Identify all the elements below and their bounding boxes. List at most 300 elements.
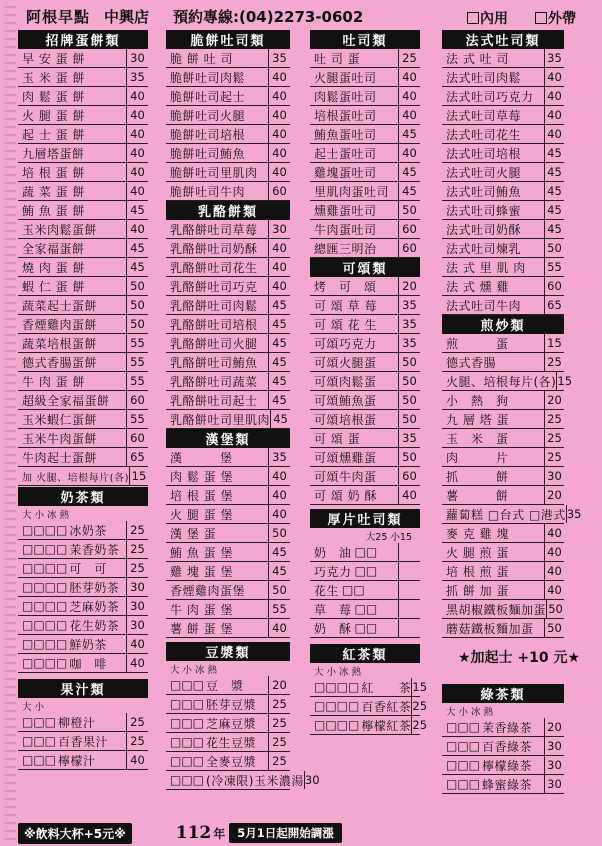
item-price: 40 [126,751,148,769]
item-name: 法式吐司草莓 [446,108,522,123]
item-price: 60 [398,467,420,485]
menu-item-row[interactable] [166,144,290,163]
menu-item-row[interactable] [310,49,420,68]
menu-column-3 [310,30,428,735]
item-name: 脆餅吐司牛肉 [170,184,246,199]
menu-item-row[interactable] [166,125,290,144]
item-price: 50 [398,410,420,428]
item-price: 40 [268,239,290,257]
menu-item-row[interactable] [166,49,290,68]
item-name: 可頌火腿蛋 [314,355,377,370]
size-hint: 大25 小15 [365,531,412,543]
item-price: 35 [566,507,582,521]
item-name: 乳酪餅吐司花生 [170,260,258,275]
menu-item-row[interactable] [18,106,148,125]
item-name: 超級全家福蛋餅 [22,393,110,408]
item-name: 乳酪餅吐司培根 [170,317,258,332]
dine-in-option[interactable] [467,8,508,28]
menu-item-row[interactable] [310,562,420,581]
menu-item-row[interactable] [310,277,420,296]
menu-item-row[interactable] [18,315,148,334]
menu-item-row[interactable] [18,713,148,732]
menu-item-row[interactable] [18,540,148,559]
item-price [398,619,420,637]
price-rise-note: 5月1日起開始調漲 [229,823,342,843]
menu-item-row[interactable] [310,163,420,182]
menu-item-row[interactable] [166,619,290,638]
menu-item-row[interactable] [442,775,564,794]
menu-item-row[interactable] [442,524,564,543]
item-price: 30 [268,220,290,238]
item-name: 德式香腸蛋餅 [22,355,98,370]
item-name: 法 式 燻 雞 [446,279,509,294]
menu-item-row[interactable] [442,619,564,638]
menu-item-row[interactable] [442,600,564,619]
menu-item-row[interactable] [442,125,564,144]
menu-item-row[interactable] [442,353,564,372]
item-name: 乳酪餅吐司鮪魚 [170,355,258,370]
menu-item-row[interactable] [442,296,564,315]
item-name: □□□ 檸檬綠茶 [442,756,544,774]
menu-item-row[interactable] [442,68,564,87]
menu-item-row[interactable] [310,678,428,697]
menu-item-row[interactable] [442,163,564,182]
menu-item-row[interactable] [166,524,290,543]
menu-item-row[interactable] [18,258,148,277]
item-name: □□□□ 紅 茶 [310,678,411,696]
item-price: 25 [544,448,564,466]
item-price: 40 [544,106,564,124]
item-price: 45 [126,258,148,276]
item-name: 培 根 蛋 餅 [22,165,85,180]
item-price: 45 [126,201,148,219]
item-name: 火 腿 蛋 餅 [22,108,85,123]
item-price: 50 [398,391,420,409]
menu-item-row[interactable] [310,125,420,144]
section-title-toast: 吐司類 [310,30,420,49]
item-price: 40 [398,486,420,504]
item-name: 牛 肉 蛋 餅 [22,374,85,389]
item-name: 玉米肉鬆蛋餅 [22,222,98,237]
menu-footer [18,823,588,843]
menu-item-row[interactable] [442,562,564,581]
item-name: 蔬菜培根蛋餅 [22,336,98,351]
menu-item-row[interactable] [18,277,148,296]
item-name: 鮪魚蛋吐司 [314,127,377,142]
item-name: 抓 餅 加 蛋 [446,583,509,598]
item-price: 50 [398,372,420,390]
item-name: 肉鬆蛋吐司 [314,89,377,104]
item-name: 烤 可 頌 [314,279,377,294]
menu-item-row[interactable] [442,277,564,296]
item-name: 雞 塊 蛋 堡 [170,564,233,579]
menu-item-row[interactable] [166,258,290,277]
item-price: 50 [398,353,420,371]
menu-item-row[interactable] [166,562,290,581]
section-title-milk-tea: 奶茶類 [18,487,148,506]
menu-item-row[interactable] [166,296,290,315]
item-price: 50 [398,448,420,466]
item-name: 法 式 吐 司 [446,51,509,66]
item-price: 25 [544,353,564,371]
item-price: 60 [544,277,564,295]
item-name: 薯 餅 [446,488,509,503]
menu-item-row[interactable] [18,429,148,448]
menu-item-row[interactable] [166,182,290,201]
menu-item-row[interactable] [442,581,564,600]
item-price: 55 [126,334,148,352]
menu-item-row[interactable] [310,182,420,201]
menu-item-row[interactable] [166,334,290,353]
menu-item-row[interactable] [166,581,290,600]
menu-item-row[interactable] [166,771,320,790]
item-price: 20 [268,676,290,694]
menu-item-row[interactable] [166,391,290,410]
item-name: 吐 司 蛋 [314,51,361,66]
menu-item-row[interactable] [310,600,420,619]
menu-item-row[interactable] [442,467,564,486]
menu-item-row[interactable] [18,87,148,106]
takeout-option[interactable] [535,8,576,28]
item-price: 60 [398,239,420,257]
item-name: 可 頌 草 莓 [314,298,377,313]
menu-item-row[interactable] [442,258,564,277]
section-title-fried: 煎炒類 [442,315,564,334]
item-price: 45 [398,163,420,181]
menu-item-row[interactable] [442,756,564,775]
menu-item-row[interactable] [166,676,290,695]
menu-item-row[interactable] [18,597,148,616]
menu-item-row[interactable] [166,467,290,486]
menu-item-row[interactable] [442,505,582,524]
menu-item-row[interactable] [310,239,420,258]
menu-item-row[interactable] [310,619,420,638]
item-name: 德式香腸 [446,355,497,370]
menu-column-4-drinks [442,684,564,794]
item-name: 培 根 煎 蛋 [446,564,509,579]
menu-item-row[interactable] [166,695,290,714]
item-price: 30 [544,467,564,485]
menu-item-row[interactable] [18,125,148,144]
item-name: 火腿蛋吐司 [314,70,377,85]
item-name: 薯 餅 蛋 堡 [170,621,233,636]
item-name: 起 士 蛋 餅 [22,127,85,142]
menu-item-row[interactable] [166,87,290,106]
menu-item-row[interactable] [442,429,564,448]
item-name: 麥 克 雞 塊 [446,526,509,541]
item-name: 牛肉起士蛋餅 [22,450,98,465]
item-price: 40 [268,163,290,181]
item-name: 乳酪餅吐司火腿 [170,336,258,351]
item-price: 45 [544,182,564,200]
item-name: □□□ 蜂蜜綠茶 [442,775,544,793]
item-name: □□□ 檸檬汁 [18,751,126,769]
item-price: 15 [544,334,564,352]
menu-item-row[interactable] [166,486,290,505]
item-name: 漢 堡 [170,450,233,465]
menu-item-row[interactable] [310,315,420,334]
item-price: 25 [268,733,290,751]
item-name: 法式吐司蜂蜜 [446,203,522,218]
item-price: 45 [126,239,148,257]
menu-item-row[interactable] [310,144,420,163]
item-name: □□□ (冷凍限)玉米濃湯 [166,771,304,789]
menu-item-row[interactable] [18,732,148,751]
item-price: 25 [126,540,148,558]
item-price: 60 [126,391,148,409]
item-price: 55 [126,353,148,371]
menu-item-row[interactable] [166,600,290,619]
item-price: 45 [398,125,420,143]
item-name: 香煙雞肉蛋餅 [22,317,98,332]
menu-item-row[interactable] [310,372,420,391]
menu-item-row[interactable] [18,751,148,770]
menu-item-row[interactable] [18,410,148,429]
item-name: 總匯三明治 [314,241,377,256]
item-price: 35 [126,68,148,86]
item-price: 45 [268,543,290,561]
menu-item-row[interactable] [18,616,148,635]
menu-item-row[interactable] [18,521,148,540]
menu-item-row[interactable] [18,654,148,673]
menu-item-row[interactable] [310,429,420,448]
menu-item-row[interactable] [166,163,290,182]
item-price: 35 [268,448,290,466]
menu-item-row[interactable] [18,163,148,182]
menu-item-row[interactable] [442,543,564,562]
menu-item-row[interactable] [18,182,148,201]
menu-item-row[interactable] [442,49,564,68]
item-price: 50 [398,201,420,219]
menu-item-row[interactable] [166,543,290,562]
year-number: 112 [175,823,212,843]
item-name: □□□ 花生豆漿 [166,733,268,751]
item-price: 50 [544,239,564,257]
item-name: 法式吐司花生 [446,127,522,142]
item-name: 火 腿 蛋 堡 [170,507,233,522]
menu-item-row[interactable] [166,410,290,429]
item-price: 20 [398,277,420,295]
item-price: 30 [544,775,564,793]
item-name: □□□□ 芝麻奶茶 [18,597,126,615]
menu-item-row[interactable] [310,106,420,125]
item-price: 40 [398,144,420,162]
item-price: 40 [544,581,564,599]
takeout-checkbox[interactable] [535,12,547,24]
menu-item-row[interactable] [442,87,564,106]
item-price: 35 [398,315,420,333]
item-name: 玉米牛肉蛋餅 [22,431,98,446]
item-name: □□□ 全麥豆漿 [166,752,268,770]
menu-item-row[interactable] [442,737,564,756]
menu-item-row[interactable] [442,372,573,391]
menu-item-row[interactable] [310,353,420,372]
item-price: 45 [268,353,290,371]
item-name: 燻雞蛋吐司 [314,203,377,218]
item-name: 起士蛋吐司 [314,146,377,161]
menu-item-row[interactable] [310,467,420,486]
menu-item-row[interactable] [18,201,148,220]
menu-item-row[interactable] [166,277,290,296]
menu-item-row[interactable] [18,220,148,239]
menu-item-row[interactable] [18,49,148,68]
menu-item-row[interactable] [18,353,148,372]
menu-item-row[interactable] [166,239,290,258]
item-price: 40 [126,635,148,653]
item-price: 50 [546,600,564,618]
item-price [398,600,420,618]
item-name: 脆 餅 吐 司 [170,51,233,66]
item-price: 50 [268,581,290,599]
section-title-green-tea: 綠茶類 [442,684,564,703]
menu-item-row[interactable] [310,201,420,220]
item-price: 40 [126,654,148,672]
menu-item-row[interactable] [442,448,564,467]
item-price: 25 [268,752,290,770]
item-price: 40 [126,182,148,200]
item-name: 乳酪餅吐司奶酥 [170,241,258,256]
menu-item-row[interactable] [166,505,290,524]
item-price: 45 [270,410,290,428]
menu-item-row[interactable] [310,410,420,429]
item-name: 玉 米 蛋 [446,431,509,446]
menu-item-row[interactable] [18,559,148,578]
menu-item-row[interactable] [310,334,420,353]
menu-item-row[interactable] [18,448,148,467]
item-name: 乳酪餅吐司草莓 [170,222,258,237]
menu-item-row[interactable] [310,391,420,410]
menu-item-row[interactable] [166,752,290,771]
menu-item-row[interactable] [442,334,564,353]
item-price: 30 [544,737,564,755]
menu-item-row[interactable] [442,718,564,737]
menu-item-row[interactable] [166,448,290,467]
item-name: 小 熱 狗 [446,393,509,408]
menu-item-row[interactable] [166,315,290,334]
menu-item-row[interactable] [166,220,290,239]
menu-item-row[interactable] [310,697,428,716]
menu-item-row[interactable] [166,353,290,372]
item-price: 40 [268,87,290,105]
menu-item-row[interactable] [166,68,290,87]
item-price: 50 [126,296,148,314]
menu-item-row[interactable] [18,296,148,315]
menu-item-row[interactable] [442,239,564,258]
menu-item-row[interactable] [166,733,290,752]
menu-item-row[interactable] [18,144,148,163]
item-price: 45 [544,144,564,162]
menu-item-row[interactable] [18,391,148,410]
menu-item-row[interactable] [310,543,420,562]
menu-item-row[interactable] [310,448,420,467]
item-price: 40 [544,87,564,105]
menu-item-row[interactable] [442,144,564,163]
item-price: 15 [557,374,573,388]
menu-item-row[interactable] [442,106,564,125]
item-price: 30 [126,578,148,596]
item-price: 40 [268,467,290,485]
menu-item-row[interactable] [18,239,148,258]
item-name: 脆餅吐司里肌肉 [170,165,258,180]
item-price [398,562,420,580]
menu-item-row[interactable] [442,391,564,410]
item-price: 40 [544,543,564,561]
menu-item-row[interactable] [310,68,420,87]
item-name: □□□□ 鮮奶茶 [18,635,126,653]
item-price: 40 [544,125,564,143]
item-price: 25 [126,732,148,750]
menu-item-row[interactable] [310,716,428,735]
menu-item-row[interactable] [166,714,290,733]
menu-item-row[interactable] [166,106,290,125]
item-name: 花生 □□ [310,581,398,599]
menu-item-row[interactable] [310,296,420,315]
item-price: 40 [268,125,290,143]
menu-item-row[interactable] [442,486,564,505]
menu-item-row[interactable] [442,410,564,429]
menu-item-row[interactable] [166,372,290,391]
item-name: □□□ 柳橙汁 [18,713,126,731]
menu-item-row[interactable] [310,486,420,505]
year-unit: 年 [213,826,226,841]
item-name: 法式吐司培根 [446,146,522,161]
item-price: 65 [544,296,564,314]
item-price: 40 [398,106,420,124]
item-price: 40 [126,163,148,181]
large-cup-note: ※飲料大杯+5元※ [18,823,132,844]
dine-in-checkbox[interactable] [467,12,479,24]
item-price: 40 [268,144,290,162]
menu-item-row[interactable] [18,372,148,391]
item-price: 45 [268,315,290,333]
item-name: 法式吐司牛肉 [446,298,522,313]
item-name: □□□□ 咖 啡 [18,654,126,672]
item-name: 培根蛋吐司 [314,108,377,123]
menu-item-row[interactable] [310,581,420,600]
item-price: 25 [412,699,428,713]
menu-item-row[interactable] [310,87,420,106]
item-name: 可 頌 花 生 [314,317,377,332]
addon-row[interactable] [18,467,148,486]
item-name: □□□□ 可 可 [18,559,126,577]
item-price: 55 [126,372,148,390]
menu-item-row[interactable] [442,201,564,220]
menu-item-row[interactable] [310,220,420,239]
item-price [398,581,420,599]
item-price: 60 [398,220,420,238]
menu-item-row[interactable] [442,220,564,239]
item-price: 40 [268,68,290,86]
item-price: 45 [268,372,290,390]
item-price: 55 [268,600,290,618]
menu-header [0,0,602,30]
item-name: 脆餅吐司培根 [170,127,246,142]
section-title-burger: 漢堡類 [166,429,290,448]
menu-item-row[interactable] [18,68,148,87]
item-name: 火腿、培根每片(各) [446,374,557,389]
item-price: 40 [398,87,420,105]
menu-item-row[interactable] [18,334,148,353]
item-name: 脆餅吐司鮪魚 [170,146,246,161]
item-name: □□□ 胚芽豆漿 [166,695,268,713]
item-name: 火 腿 煎 蛋 [446,545,509,560]
item-name: 早 安 蛋 餅 [22,51,85,66]
menu-item-row[interactable] [18,635,148,654]
item-name: □□□ 豆 漿 [166,676,268,694]
menu-item-row[interactable] [442,182,564,201]
item-name: □□□ 茉香綠茶 [442,718,544,736]
menu-item-row[interactable] [18,578,148,597]
